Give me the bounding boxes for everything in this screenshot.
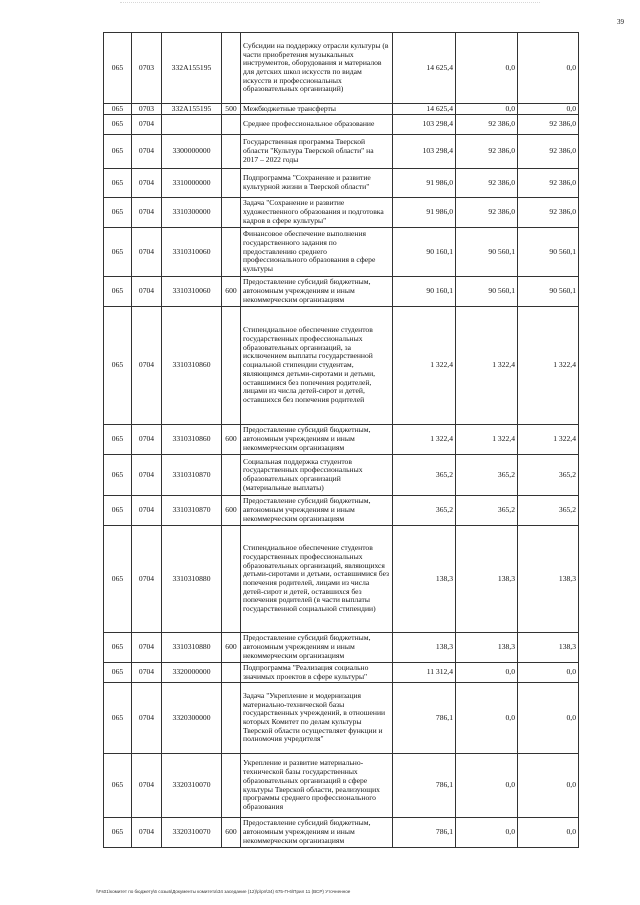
cell-description: Предоставление субсидий бюджетным, автономным учреждениям и иным некоммерческим организациям xyxy=(241,818,393,848)
cell-description: Стипендиальное обеспечение студентов государственных профессиональных образовательных организаций, за исключением выплаты государственной социальной стипендии студентам, являющимся детьми-сиротами и детьми, оставшимися без попечения родителей, лицами из числа детей-сирот и детей, оставшихся без попечения родителей xyxy=(241,307,393,425)
cell-amount-year1: 14 625,4 xyxy=(393,104,456,115)
cell-amount-year3: 92 386,0 xyxy=(518,135,579,169)
cell-amount-year2: 1 322,4 xyxy=(456,307,518,425)
cell-ministry-code: 065 xyxy=(104,307,132,425)
table-row xyxy=(104,455,579,496)
cell-amount-year1: 90 160,1 xyxy=(393,228,456,277)
cell-amount-year1: 1 322,4 xyxy=(393,307,456,425)
cell-description: Задача "Сохранение и развитие художественного образования и подготовка кадров в сфере культуры" xyxy=(241,198,393,228)
cell-section-code: 0704 xyxy=(132,818,162,848)
cell-target-article: 3310310880 xyxy=(162,633,222,663)
cell-expense-type xyxy=(222,455,241,496)
cell-section-code: 0704 xyxy=(132,277,162,307)
cell-amount-year1: 11 312,4 xyxy=(393,663,456,683)
scan-artifact xyxy=(120,2,540,7)
cell-amount-year1: 14 625,4 xyxy=(393,33,456,104)
cell-section-code: 0704 xyxy=(132,663,162,683)
cell-amount-year1: 1 322,4 xyxy=(393,425,456,455)
cell-target-article: 3310000000 xyxy=(162,169,222,198)
cell-amount-year2: 0,0 xyxy=(456,818,518,848)
cell-expense-type: 600 xyxy=(222,277,241,307)
table-row xyxy=(104,228,579,277)
cell-ministry-code: 065 xyxy=(104,818,132,848)
page-number: 39 xyxy=(617,18,624,26)
cell-ministry-code: 065 xyxy=(104,104,132,115)
cell-section-code: 0704 xyxy=(132,169,162,198)
cell-amount-year2: 92 386,0 xyxy=(456,135,518,169)
cell-description: Межбюджетные трансферты xyxy=(241,104,393,115)
cell-section-code: 0704 xyxy=(132,228,162,277)
cell-amount-year3: 92 386,0 xyxy=(518,115,579,135)
cell-description: Субсидии на поддержку отрасли культуры (в части приобретения музыкальных инструментов, оборудования и материалов для детских школ искусств по видам искусств и профессиональных образовательных организаций) xyxy=(241,33,393,104)
cell-target-article: 3310310860 xyxy=(162,425,222,455)
cell-amount-year3: 1 322,4 xyxy=(518,425,579,455)
cell-amount-year2: 92 386,0 xyxy=(456,115,518,135)
cell-amount-year2: 0,0 xyxy=(456,33,518,104)
cell-target-article: 3310300000 xyxy=(162,198,222,228)
cell-amount-year3: 0,0 xyxy=(518,663,579,683)
cell-description: Предоставление субсидий бюджетным, автономным учреждениям и иным некоммерческим организациям xyxy=(241,277,393,307)
cell-expense-type xyxy=(222,33,241,104)
cell-expense-type xyxy=(222,526,241,633)
cell-amount-year1: 365,2 xyxy=(393,455,456,496)
cell-ministry-code: 065 xyxy=(104,683,132,754)
cell-expense-type: 600 xyxy=(222,425,241,455)
table-row xyxy=(104,277,579,307)
cell-ministry-code: 065 xyxy=(104,115,132,135)
cell-target-article: 3310310060 xyxy=(162,228,222,277)
cell-amount-year3: 90 560,1 xyxy=(518,228,579,277)
cell-description: Предоставление субсидий бюджетным, автономным учреждениям и иным некоммерческим организациям xyxy=(241,496,393,526)
cell-ministry-code: 065 xyxy=(104,277,132,307)
cell-description: Задача "Укрепление и модернизация материально-технической базы государственных учреждений, в отношении которых Комитет по делам культуры Тверской области осуществляет функции и полномочия учредителя" xyxy=(241,683,393,754)
cell-amount-year1: 786,1 xyxy=(393,683,456,754)
budget-table xyxy=(103,32,579,848)
cell-ministry-code: 065 xyxy=(104,425,132,455)
cell-amount-year2: 92 386,0 xyxy=(456,169,518,198)
cell-description: Финансовое обеспечение выполнения государственного задания по предоставлению среднего профессионального образования в сфере культуры xyxy=(241,228,393,277)
cell-amount-year2: 138,3 xyxy=(456,526,518,633)
cell-amount-year2: 0,0 xyxy=(456,683,518,754)
cell-description: Предоставление субсидий бюджетным, автономным учреждениям и иным некоммерческим организациям xyxy=(241,633,393,663)
cell-amount-year1: 786,1 xyxy=(393,818,456,848)
cell-amount-year2: 0,0 xyxy=(456,754,518,818)
cell-amount-year3: 1 322,4 xyxy=(518,307,579,425)
cell-amount-year1: 90 160,1 xyxy=(393,277,456,307)
cell-ministry-code: 065 xyxy=(104,663,132,683)
table-row xyxy=(104,169,579,198)
cell-target-article: 332A155195 xyxy=(162,104,222,115)
cell-description: Предоставление субсидий бюджетным, автономным учреждениям и иным некоммерческим организациям xyxy=(241,425,393,455)
cell-ministry-code: 065 xyxy=(104,754,132,818)
cell-section-code: 0704 xyxy=(132,115,162,135)
cell-amount-year3: 365,2 xyxy=(518,455,579,496)
cell-ministry-code: 065 xyxy=(104,496,132,526)
cell-section-code: 0704 xyxy=(132,135,162,169)
cell-expense-type: 500 xyxy=(222,104,241,115)
cell-amount-year2: 92 386,0 xyxy=(456,198,518,228)
cell-amount-year2: 90 560,1 xyxy=(456,228,518,277)
budget-table-body xyxy=(104,33,579,848)
cell-amount-year3: 0,0 xyxy=(518,818,579,848)
cell-ministry-code: 065 xyxy=(104,633,132,663)
table-row xyxy=(104,425,579,455)
table-row xyxy=(104,198,579,228)
table-row xyxy=(104,818,579,848)
table-row xyxy=(104,104,579,115)
cell-amount-year1: 103 298,4 xyxy=(393,135,456,169)
cell-target-article: 332A155195 xyxy=(162,33,222,104)
cell-expense-type: 600 xyxy=(222,496,241,526)
table-row xyxy=(104,633,579,663)
cell-description: Подпрограмма "Сохранение и развитие культурной жизни в Тверской области" xyxy=(241,169,393,198)
cell-description: Социальная поддержка студентов государственных профессиональных образовательных организаций (материальные выплаты) xyxy=(241,455,393,496)
table-row xyxy=(104,496,579,526)
cell-target-article: 3320310070 xyxy=(162,818,222,848)
cell-expense-type xyxy=(222,135,241,169)
cell-description: Государственная программа Тверской области "Культура Тверской области" на 2017 – 2022 годы xyxy=(241,135,393,169)
table-row xyxy=(104,307,579,425)
cell-ministry-code: 065 xyxy=(104,198,132,228)
cell-target-article: 3310310860 xyxy=(162,307,222,425)
cell-section-code: 0704 xyxy=(132,754,162,818)
cell-ministry-code: 065 xyxy=(104,169,132,198)
cell-description: Укрепление и развитие материально-технической базы государственных образовательных организаций в сфере культуры Тверской области, реализующих программы среднего профессионального образования xyxy=(241,754,393,818)
cell-ministry-code: 065 xyxy=(104,228,132,277)
cell-target-article: 3310310880 xyxy=(162,526,222,633)
cell-expense-type: 600 xyxy=(222,633,241,663)
table-row xyxy=(104,663,579,683)
cell-amount-year1: 103 298,4 xyxy=(393,115,456,135)
cell-description: Среднее профессиональное образование xyxy=(241,115,393,135)
cell-section-code: 0704 xyxy=(132,307,162,425)
cell-amount-year2: 90 560,1 xyxy=(456,277,518,307)
cell-amount-year3: 92 386,0 xyxy=(518,198,579,228)
cell-expense-type xyxy=(222,169,241,198)
cell-amount-year1: 91 986,0 xyxy=(393,198,456,228)
cell-expense-type xyxy=(222,683,241,754)
cell-amount-year2: 138,3 xyxy=(456,633,518,663)
cell-amount-year1: 138,3 xyxy=(393,526,456,633)
cell-amount-year3: 138,3 xyxy=(518,633,579,663)
file-path-footer: \\Fs01\комитет по бюджету\6 созыв\Документы комитета\34 заседание (12)\р\рп\34) 675-П-6\Прил 11 (ВСР) Уточненное xyxy=(96,889,351,894)
cell-target-article: 3310310870 xyxy=(162,455,222,496)
cell-target-article: 3310310060 xyxy=(162,277,222,307)
cell-expense-type xyxy=(222,115,241,135)
cell-amount-year3: 0,0 xyxy=(518,104,579,115)
cell-expense-type xyxy=(222,663,241,683)
cell-section-code: 0704 xyxy=(132,198,162,228)
cell-ministry-code: 065 xyxy=(104,33,132,104)
cell-expense-type xyxy=(222,198,241,228)
cell-amount-year3: 138,3 xyxy=(518,526,579,633)
cell-section-code: 0704 xyxy=(132,683,162,754)
cell-amount-year1: 138,3 xyxy=(393,633,456,663)
cell-amount-year3: 0,0 xyxy=(518,33,579,104)
cell-section-code: 0704 xyxy=(132,526,162,633)
table-row xyxy=(104,115,579,135)
cell-amount-year1: 786,1 xyxy=(393,754,456,818)
cell-amount-year3: 365,2 xyxy=(518,496,579,526)
cell-amount-year3: 92 386,0 xyxy=(518,169,579,198)
table-row xyxy=(104,33,579,104)
cell-target-article xyxy=(162,115,222,135)
cell-section-code: 0703 xyxy=(132,104,162,115)
cell-description: Стипендиальное обеспечение студентов государственных профессиональных образовательных организаций, являющихся детьми-сиротами и детьми, оставшимися без попечения родителей, лицами из числа детей-сирот и детей, оставшихся без попечения родителей (в части выплаты государственной социальной стипендии) xyxy=(241,526,393,633)
cell-target-article: 3320300000 xyxy=(162,683,222,754)
cell-target-article: 3300000000 xyxy=(162,135,222,169)
cell-section-code: 0703 xyxy=(132,33,162,104)
cell-expense-type xyxy=(222,754,241,818)
cell-target-article: 3310310870 xyxy=(162,496,222,526)
cell-amount-year1: 91 986,0 xyxy=(393,169,456,198)
cell-amount-year3: 0,0 xyxy=(518,754,579,818)
cell-expense-type xyxy=(222,307,241,425)
cell-expense-type xyxy=(222,228,241,277)
cell-amount-year2: 0,0 xyxy=(456,104,518,115)
cell-section-code: 0704 xyxy=(132,633,162,663)
table-row xyxy=(104,754,579,818)
cell-target-article: 3320310070 xyxy=(162,754,222,818)
cell-amount-year2: 1 322,4 xyxy=(456,425,518,455)
cell-target-article: 3320000000 xyxy=(162,663,222,683)
cell-section-code: 0704 xyxy=(132,455,162,496)
table-row xyxy=(104,526,579,633)
cell-amount-year3: 90 560,1 xyxy=(518,277,579,307)
cell-ministry-code: 065 xyxy=(104,526,132,633)
table-row xyxy=(104,683,579,754)
table-row xyxy=(104,135,579,169)
cell-amount-year1: 365,2 xyxy=(393,496,456,526)
cell-expense-type: 600 xyxy=(222,818,241,848)
cell-amount-year3: 0,0 xyxy=(518,683,579,754)
cell-section-code: 0704 xyxy=(132,425,162,455)
cell-description: Подпрограмма "Реализация социально значимых проектов в сфере культуры" xyxy=(241,663,393,683)
cell-ministry-code: 065 xyxy=(104,135,132,169)
cell-amount-year2: 0,0 xyxy=(456,663,518,683)
cell-ministry-code: 065 xyxy=(104,455,132,496)
cell-amount-year2: 365,2 xyxy=(456,496,518,526)
cell-section-code: 0704 xyxy=(132,496,162,526)
cell-amount-year2: 365,2 xyxy=(456,455,518,496)
